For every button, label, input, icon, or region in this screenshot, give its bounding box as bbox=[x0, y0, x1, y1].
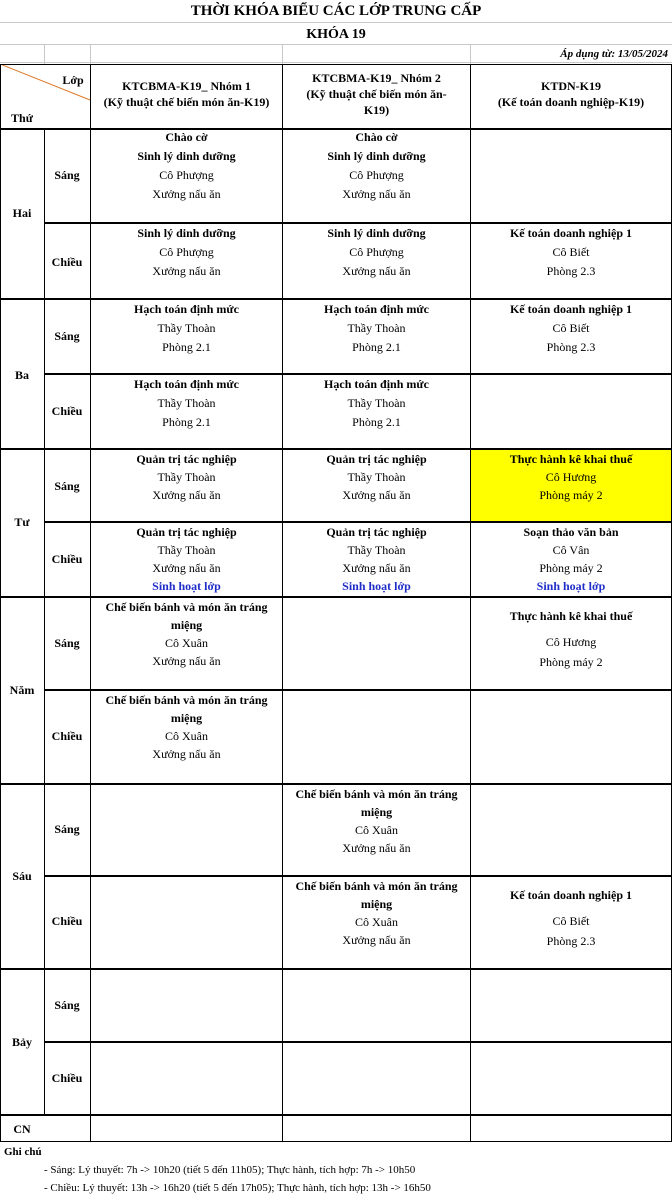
schedule-cell: Chào cờ Sinh lý dinh dưỡng Cô Phượng Xưởng nấu ăn bbox=[327, 130, 426, 201]
applied-date: Áp dụng từ: 13/05/2024 bbox=[560, 48, 668, 60]
schedule-cell: Chào cờ Sinh lý dinh dưỡng Cô Phượng Xưởng nấu ăn bbox=[137, 130, 236, 201]
schedule-cell: Sinh lý dinh dưỡng Cô Phượng Xưởng nấu ăn bbox=[137, 226, 236, 278]
session-sang: Sáng bbox=[54, 168, 80, 182]
schedule-cell: Quản trị tác nghiệp Thầy Thoàn Xưởng nấu ăn Sinh hoạt lớp bbox=[136, 525, 237, 593]
schedule-cell: Hạch toán định mức Thầy Thoàn Phòng 2.1 bbox=[134, 302, 239, 354]
schedule-cell: Quản trị tác nghiệp Thầy Thoàn Xưởng nấu ăn bbox=[326, 452, 427, 502]
session-chieu: Chiều bbox=[51, 914, 83, 928]
schedule-cell: Hạch toán định mức Thầy Thoàn Phòng 2.1 bbox=[134, 377, 239, 429]
schedule-cell: Soạn thảo văn bản Cô Vân Phòng máy 2 Sinh hoạt lớp bbox=[523, 525, 619, 593]
page-subtitle: KHÓA 19 bbox=[306, 27, 366, 42]
session-sang: Sáng bbox=[54, 998, 80, 1012]
notes-label: Ghi chú bbox=[4, 1146, 42, 1158]
session-sang: Sáng bbox=[54, 636, 80, 650]
schedule-cell: Hạch toán định mức Thầy Thoàn Phòng 2.1 bbox=[324, 377, 429, 429]
header-col1: KTCBMA-K19_ Nhóm 1 (Kỹ thuật chế biến món ăn-K19) bbox=[103, 79, 270, 109]
page-title: THỜI KHÓA BIỂU CÁC LỚP TRUNG CẤP bbox=[190, 3, 482, 19]
notes-line: - Chiều: Lý thuyết: 13h -> 16h20 (tiết 5 đến 17h05); Thực hành, tích hợp: 13h -> 16h50 bbox=[44, 1182, 431, 1194]
schedule-cell: Hạch toán định mức Thầy Thoàn Phòng 2.1 bbox=[324, 302, 429, 354]
schedule-cell: Kế toán doanh nghiệp 1 Cô Biết Phòng 2.3 bbox=[509, 302, 633, 354]
schedule-cell: Thực hành kê khai thuế Cô Hương Phòng máy 2 bbox=[509, 609, 633, 669]
session-chieu: Chiều bbox=[51, 404, 83, 418]
schedule-cell: Chế biến bánh và món ăn tráng miệng Cô Xuân Xưởng nấu ăn bbox=[105, 693, 268, 761]
day-label-hai: Hai bbox=[12, 206, 32, 220]
schedule-cell: Chế biến bánh và món ăn tráng miệng Cô Xuân Xưởng nấu ăn bbox=[295, 879, 458, 947]
notes-section bbox=[4, 1143, 672, 1197]
schedule-cell: Sinh lý dinh dưỡng Cô Phượng Xưởng nấu ăn bbox=[327, 226, 426, 278]
header-lop: Lớp bbox=[62, 73, 84, 87]
day-label-nam: Năm bbox=[9, 683, 35, 697]
header-col2: KTCBMA-K19_ Nhóm 2 (Kỹ thuật chế biến món ăn- K19) bbox=[306, 71, 447, 117]
notes-line: - Sáng: Lý thuyết: 7h -> 10h20 (tiết 5 đến 11h05); Thực hành, tích hợp: 7h -> 10h50 bbox=[44, 1164, 416, 1176]
session-sang: Sáng bbox=[54, 329, 80, 343]
schedule-cell: Chế biến bánh và món ăn tráng miệng Cô Xuân Xưởng nấu ăn bbox=[295, 787, 458, 855]
session-sang: Sáng bbox=[54, 822, 80, 836]
session-chieu: Chiều bbox=[51, 255, 83, 269]
schedule-cell: Kế toán doanh nghiệp 1 Cô Biết Phòng 2.3 bbox=[509, 888, 633, 948]
session-chieu: Chiều bbox=[51, 1071, 83, 1085]
schedule-cell: Quản trị tác nghiệp Thầy Thoàn Xưởng nấu ăn Sinh hoạt lớp bbox=[326, 525, 427, 593]
schedule-cell: Quản trị tác nghiệp Thầy Thoàn Xưởng nấu ăn bbox=[136, 452, 237, 502]
session-sang: Sáng bbox=[54, 479, 80, 493]
day-label-ba: Ba bbox=[14, 368, 29, 382]
session-chieu: Chiều bbox=[51, 552, 83, 566]
schedule-cell: Kế toán doanh nghiệp 1 Cô Biết Phòng 2.3 bbox=[509, 226, 633, 278]
day-label-sau: Sáu bbox=[12, 869, 32, 883]
header-col3: KTDN-K19 (Kế toán doanh nghiệp-K19) bbox=[497, 79, 645, 109]
header-thu: Thứ bbox=[11, 111, 33, 125]
day-label-cn: CN bbox=[13, 1122, 31, 1136]
schedule-cell: Chế biến bánh và món ăn tráng miệng Cô Xuân Xưởng nấu ăn bbox=[105, 600, 268, 668]
day-label-tu: Tư bbox=[14, 515, 30, 529]
day-label-bay: Bảy bbox=[11, 1035, 32, 1049]
session-chieu: Chiều bbox=[51, 729, 83, 743]
schedule-cell-highlighted: Thực hành kê khai thuế Cô Hương Phòng máy 2 bbox=[509, 452, 633, 502]
